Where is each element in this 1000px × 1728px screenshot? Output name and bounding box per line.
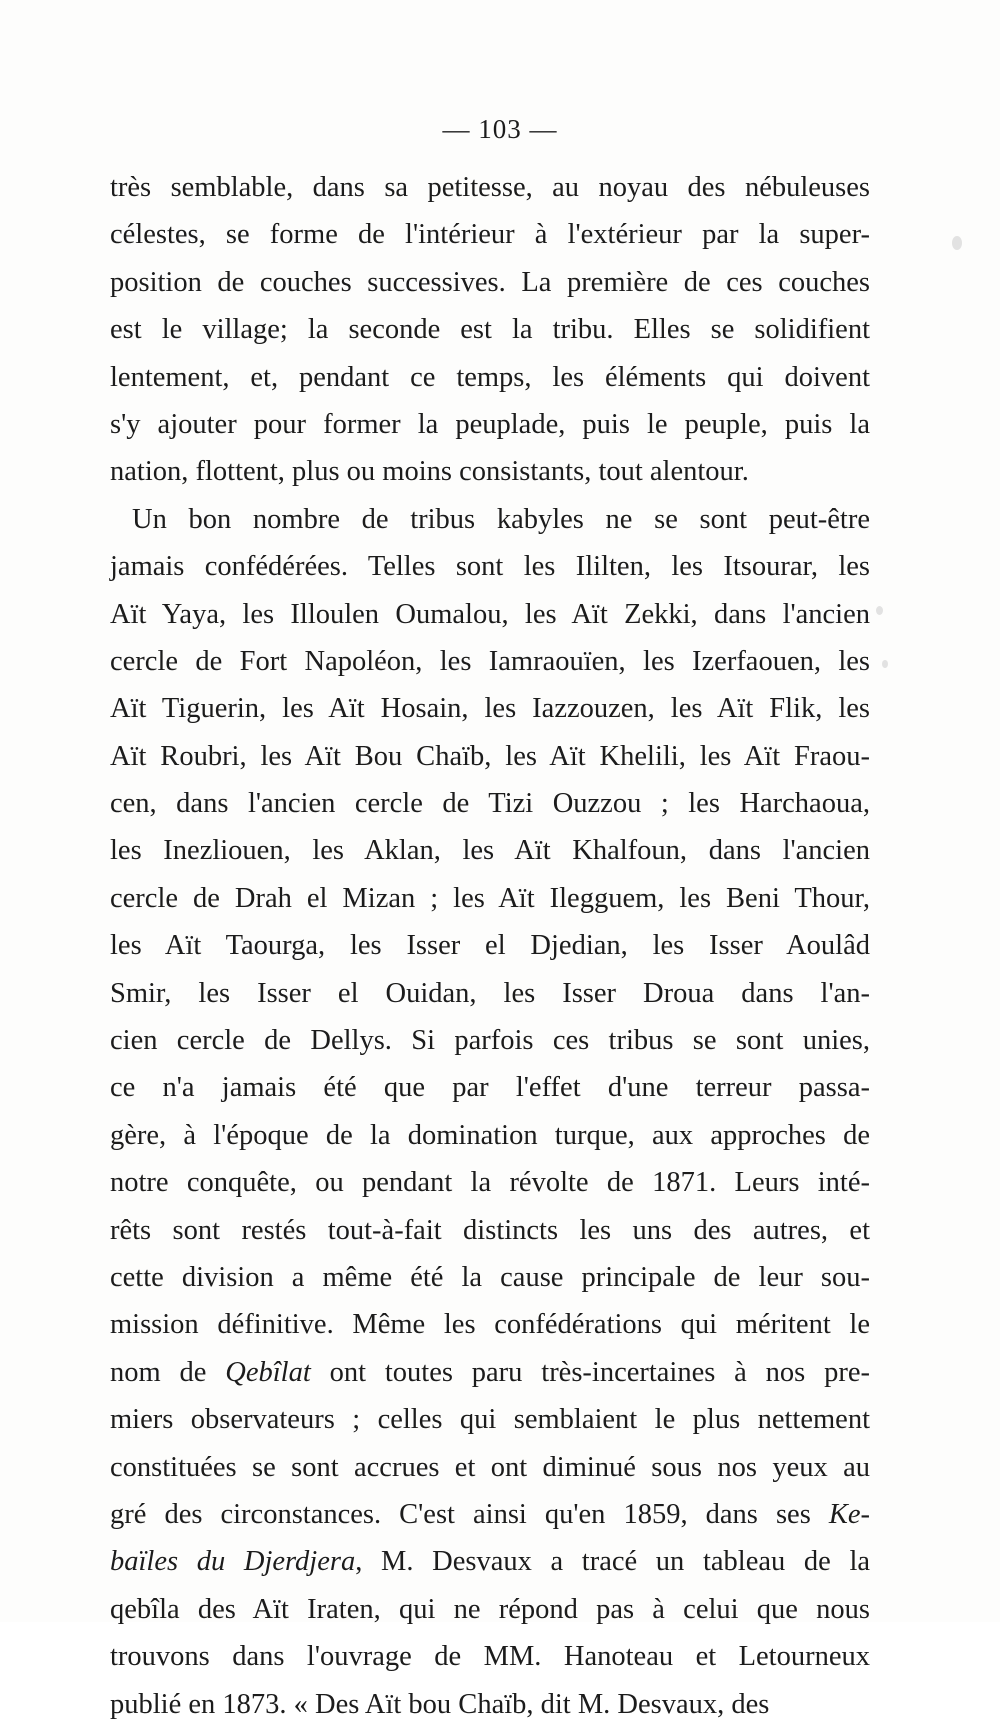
text-line bbox=[110, 543, 870, 590]
line-text: publié en 1873. « Des Aït bou Chaïb, dit M. Desvaux, des bbox=[110, 1688, 770, 1720]
line-text: ce n'a jamais été que par l'effet d'une terreur passa- bbox=[110, 1072, 870, 1104]
text-line bbox=[110, 591, 870, 638]
line-text: , M. Desvaux a tracé un tableau de la bbox=[355, 1546, 871, 1578]
line-text: qebîla des Aït Iraten, qui ne répond pas à celui que nous bbox=[110, 1593, 870, 1625]
line-text: mission définitive. Même les confédérations qui méritent le bbox=[110, 1309, 870, 1341]
line-text: les Aït Taourga, les Isser el Djedian, les Isser Aoulâd bbox=[110, 930, 870, 962]
text-line bbox=[110, 306, 870, 353]
text-line bbox=[110, 638, 870, 685]
line-text: gré des circonstances. C'est ainsi qu'en 1859, dans ses bbox=[110, 1498, 829, 1530]
text-line bbox=[110, 1491, 870, 1538]
line-text: gère, à l'époque de la domination turque, aux approches de bbox=[110, 1119, 870, 1151]
scan-speck bbox=[882, 660, 888, 668]
text-line bbox=[110, 1538, 870, 1585]
line-text: rêts sont restés tout-à-fait distincts les uns des autres, et bbox=[110, 1214, 870, 1246]
text-line bbox=[110, 1112, 870, 1159]
line-text: les Inezliouen, les Aklan, les Aït Khalfoun, dans l'ancien bbox=[110, 835, 870, 867]
line-text: nation, flottent, plus ou moins consistants, tout alentour. bbox=[110, 456, 749, 488]
line-text: cien cercle de Dellys. Si parfois ces tribus se sont unies, bbox=[110, 1025, 870, 1057]
line-text: célestes, se forme de l'intérieur à l'extérieur par la super- bbox=[110, 219, 870, 251]
text-line bbox=[110, 1396, 870, 1443]
text-line bbox=[110, 448, 870, 495]
line-text: jamais confédérées. Telles sont les Ililten, les Itsourar, les bbox=[110, 551, 870, 583]
line-text: ont toutes paru très-incertaines à nos pre- bbox=[310, 1356, 870, 1388]
scan-speck bbox=[952, 236, 962, 250]
line-text: constituées se sont accrues et ont diminué sous nos yeux au bbox=[110, 1451, 870, 1483]
line-text: cette division a même été la cause principale de leur sou- bbox=[110, 1261, 870, 1293]
text-line bbox=[110, 259, 870, 306]
text-line bbox=[110, 1681, 870, 1728]
text-line bbox=[110, 970, 870, 1017]
line-text: s'y ajouter pour former la peuplade, puis le peuple, puis la bbox=[110, 408, 870, 440]
line-text: cercle de Fort Napoléon, les Iamraouïen, les Izerfaouen, les bbox=[110, 645, 870, 677]
text-line bbox=[110, 1586, 870, 1633]
text-line bbox=[110, 496, 870, 543]
text-line bbox=[110, 401, 870, 448]
line-text: est le village; la seconde est la tribu. Elles se solidifient bbox=[110, 314, 870, 346]
italic-title: baïles du Djerdjera bbox=[110, 1546, 356, 1578]
text-line bbox=[110, 1301, 870, 1348]
text-line bbox=[110, 733, 870, 780]
line-text: trouvons dans l'ouvrage de MM. Hanoteau et Letourneux bbox=[110, 1641, 870, 1673]
line-text: nom de bbox=[110, 1356, 226, 1388]
text-line bbox=[110, 1207, 870, 1254]
line-text: position de couches successives. La première de ces couches bbox=[110, 266, 870, 298]
text-line bbox=[110, 685, 870, 732]
line-text: cercle de Drah el Mizan ; les Aït Ilegguem, les Beni Thour, bbox=[110, 882, 870, 914]
line-text: Aït Yaya, les Illoulen Oumalou, les Aït Zekki, dans l'ancien bbox=[110, 598, 870, 630]
text-line bbox=[110, 1444, 870, 1491]
line-text: cen, dans l'ancien cercle de Tizi Ouzzou ; les Harchaoua, bbox=[110, 788, 870, 820]
text-line bbox=[110, 875, 870, 922]
text-line bbox=[110, 1349, 870, 1396]
text-line bbox=[110, 1633, 870, 1680]
text-line bbox=[110, 780, 870, 827]
text-line bbox=[110, 211, 870, 258]
line-text: lentement, et, pendant ce temps, les éléments qui doivent bbox=[110, 361, 870, 393]
italic-title: Ke- bbox=[828, 1498, 870, 1530]
line-text: notre conquête, ou pendant la révolte de 1871. Leurs inté- bbox=[110, 1167, 870, 1199]
italic-title: Qebîlat bbox=[225, 1356, 311, 1388]
text-line bbox=[110, 1254, 870, 1301]
text-line bbox=[110, 1064, 870, 1111]
line-text: Smir, les Isser el Ouidan, les Isser Droua dans l'an- bbox=[110, 977, 870, 1009]
line-text: Un bon nombre de tribus kabyles ne se sont peut-être bbox=[132, 503, 870, 535]
text-line bbox=[110, 827, 870, 874]
scan-speck bbox=[876, 606, 883, 615]
line-text: Aït Roubri, les Aït Bou Chaïb, les Aït Khelili, les Aït Fraou- bbox=[110, 740, 870, 772]
line-text: miers observateurs ; celles qui semblaient le plus nettement bbox=[110, 1404, 870, 1436]
line-text: très semblable, dans sa petitesse, au noyau des nébuleuses bbox=[110, 172, 870, 203]
text-line bbox=[110, 354, 870, 401]
text-line bbox=[110, 1159, 870, 1206]
body-text bbox=[110, 164, 870, 1728]
line-text: Aït Tiguerin, les Aït Hosain, les Iazzouzen, les Aït Flik, les bbox=[110, 693, 870, 725]
page-number: — 103 — bbox=[442, 114, 558, 144]
text-line bbox=[110, 164, 870, 211]
text-line bbox=[110, 1017, 870, 1064]
text-line bbox=[110, 922, 870, 969]
